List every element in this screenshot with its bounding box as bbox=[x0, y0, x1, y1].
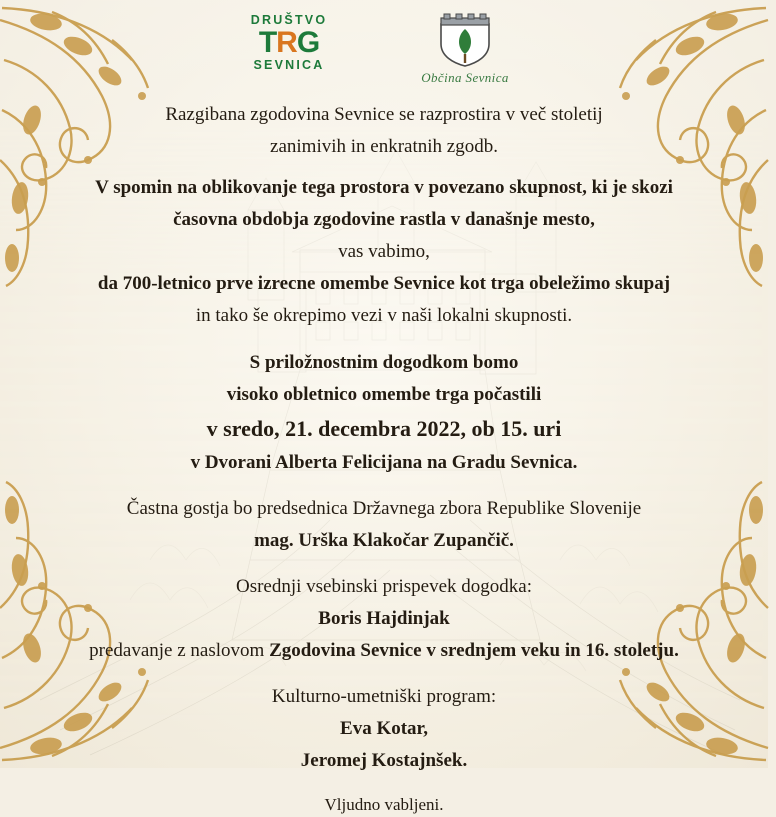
logo-line-drustvo: DRUŠTVO bbox=[250, 13, 328, 27]
invite-line: vas vabimo, bbox=[338, 241, 430, 263]
spacer bbox=[78, 560, 690, 574]
lecture-prefix: predavanje z naslovom bbox=[89, 640, 270, 662]
lecture-line bbox=[78, 638, 690, 663]
anniversary-line: da 700-letnico prve izrecne omembe Sevnice kot trga obeležimo skupaj bbox=[97, 273, 671, 295]
farewell-line: Vljudno vabljeni. bbox=[324, 795, 444, 815]
intro-line-1: Razgibana zgodovina Sevnice se razprostira v več stoletij bbox=[165, 104, 603, 125]
guest-name: mag. Urška Klakočar Zupančič. bbox=[254, 529, 514, 551]
contributor-name: Boris Hajdinjak bbox=[318, 608, 450, 630]
spacer bbox=[78, 336, 690, 350]
spacer bbox=[78, 482, 690, 496]
memory-line-2: časovna obdobja zgodovine rastla v današnje mesto, bbox=[173, 209, 595, 231]
spacer bbox=[78, 780, 690, 794]
event-line-1: S priložnostnim dogodkom bomo bbox=[249, 351, 519, 373]
logo-letter-r: R bbox=[276, 26, 297, 60]
contribution-intro: Osrednji vsebinski prispevek dogodka: bbox=[235, 575, 533, 597]
event-datetime: v sredo, 21. decembra 2022, ob 15. uri bbox=[206, 415, 562, 441]
closing-line: in tako še okrepimo vezi v naši lokalni skupnosti. bbox=[195, 305, 573, 327]
event-venue: v Dvorani Alberta Felicijana na Gradu Sevnica. bbox=[190, 451, 578, 473]
lecture-title: Zgodovina Sevnice v srednjem veku in 16. stoletju. bbox=[269, 640, 679, 662]
logo-line-sevnica: SEVNICA bbox=[253, 58, 325, 73]
intro-line-2: zanimivih in enkratnih zgodb. bbox=[270, 136, 498, 158]
event-line-2: visoko obletnico omembe trga počastili bbox=[226, 383, 542, 405]
logo-row bbox=[0, 0, 768, 96]
spacer bbox=[78, 166, 690, 175]
spacer bbox=[78, 670, 690, 684]
logo-letter-t: T bbox=[258, 26, 277, 60]
invitation-body bbox=[0, 96, 768, 817]
obcina-crest-icon bbox=[437, 14, 493, 68]
memory-line-1: V spomin na oblikovanje tega prostora v povezano skupnost, ki je skozi bbox=[95, 177, 673, 199]
logo-wordmark-trg bbox=[243, 28, 335, 58]
performer-2: Jeromej Kostajnšek. bbox=[300, 750, 468, 772]
program-title: Kulturno-umetniški program: bbox=[271, 686, 497, 708]
guest-intro: Častna gostja bo predsednica Državnega zbora Republike Slovenije bbox=[126, 497, 642, 519]
obcina-sevnica-logo bbox=[405, 14, 525, 86]
performer-1: Eva Kotar, bbox=[340, 718, 428, 740]
drustvo-trg-sevnica-logo bbox=[243, 14, 335, 72]
obcina-script-text: Občina Sevnica bbox=[421, 70, 509, 85]
logo-letter-g: G bbox=[296, 26, 320, 60]
